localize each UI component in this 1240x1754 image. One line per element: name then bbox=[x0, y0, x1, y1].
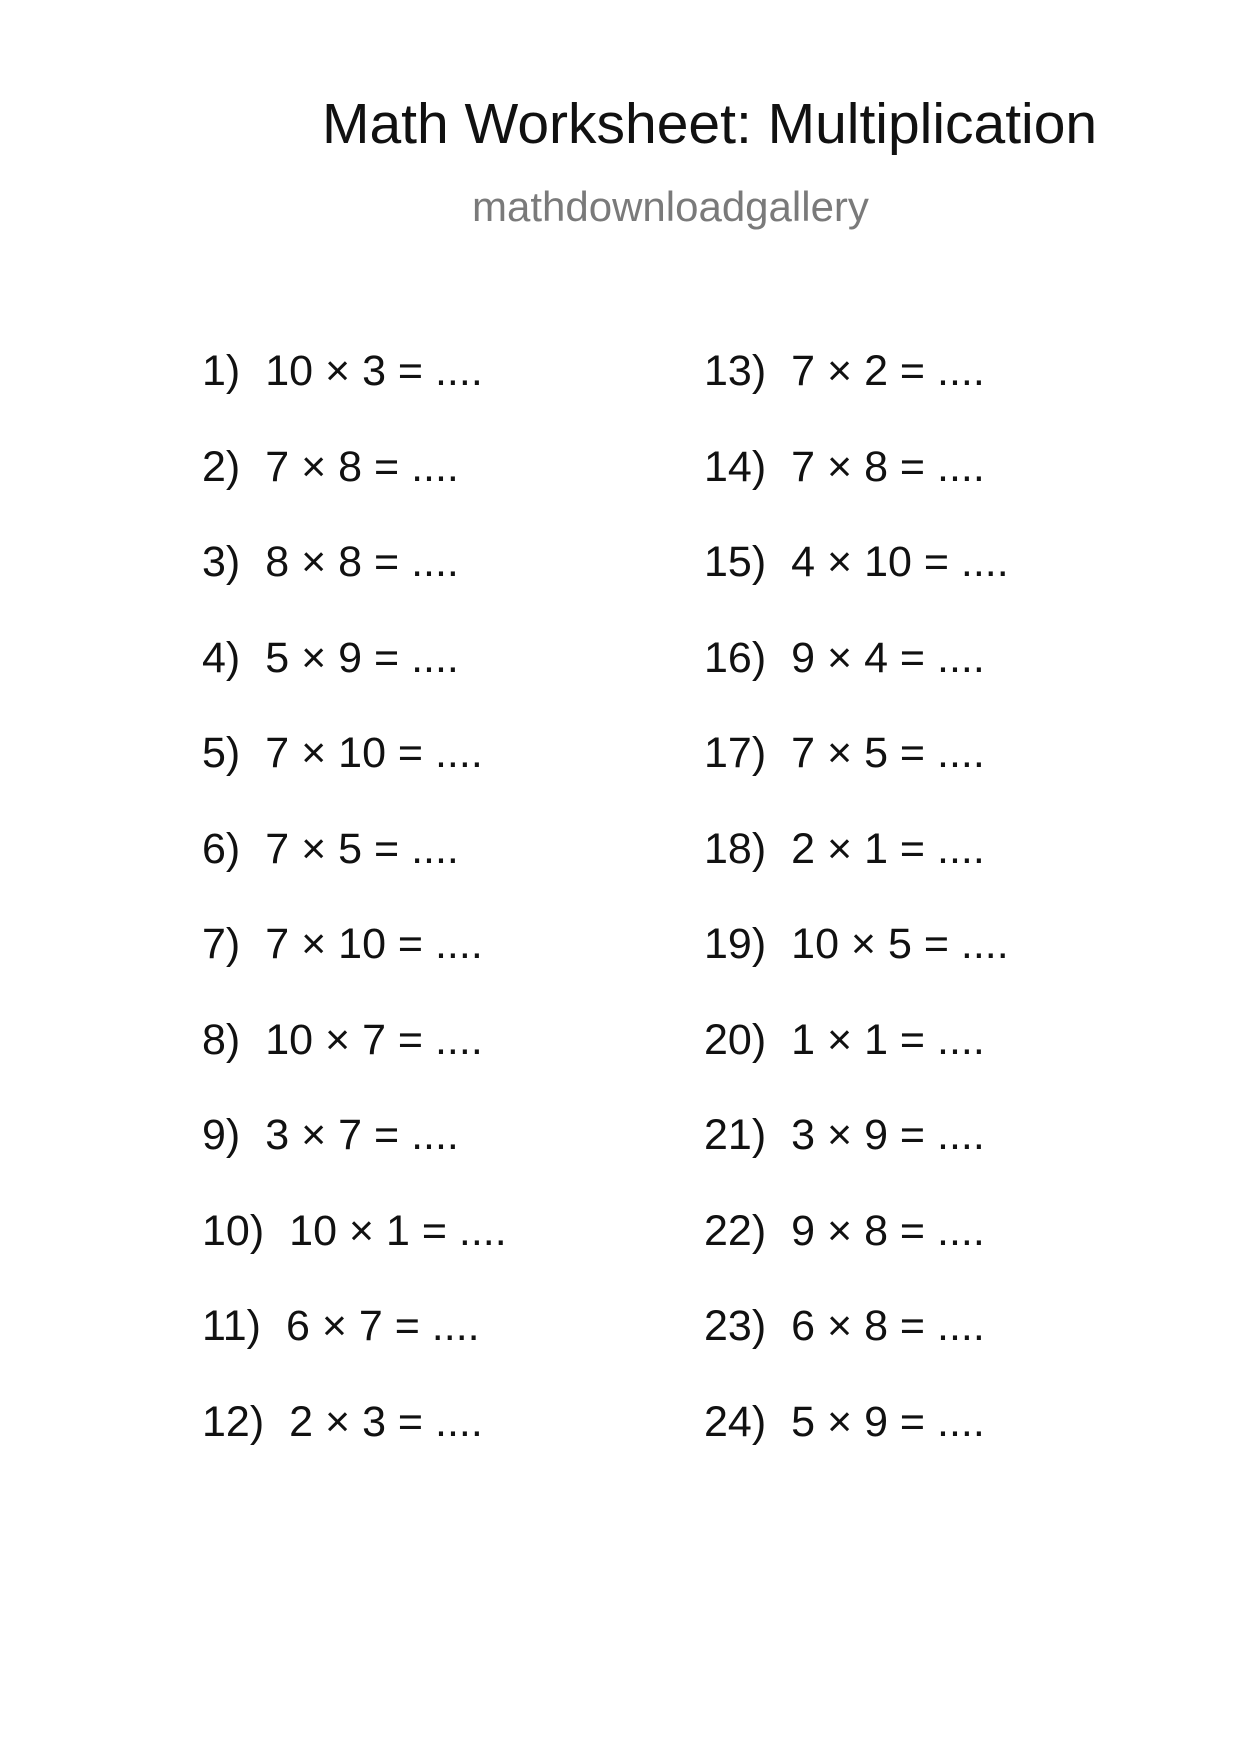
problem-number: 1) bbox=[202, 347, 241, 395]
problem-item bbox=[202, 1111, 507, 1210]
problem-number: 2) bbox=[202, 442, 241, 491]
problem-expression: 7 × 5 = .... bbox=[791, 729, 985, 777]
problem-expression: 3 × 9 = .... bbox=[791, 1111, 985, 1159]
problem-item bbox=[202, 824, 507, 924]
page-title: Math Worksheet: Multiplication bbox=[322, 92, 1098, 156]
problem-expression: 6 × 7 = .... bbox=[285, 1302, 480, 1350]
problem-number: 19) bbox=[704, 920, 767, 968]
problem-number: 6) bbox=[202, 824, 241, 873]
problem-item bbox=[202, 920, 507, 1019]
problem-item bbox=[202, 1302, 507, 1401]
problem-item bbox=[704, 920, 1009, 1019]
problem-expression: 9 × 8 = .... bbox=[791, 1206, 985, 1255]
problem-number: 23) bbox=[704, 1302, 767, 1350]
problem-number: 3) bbox=[202, 538, 241, 586]
problem-expression: 6 × 8 = .... bbox=[791, 1302, 985, 1350]
problem-number: 4) bbox=[202, 633, 241, 682]
problem-number: 24) bbox=[704, 1397, 767, 1446]
problem-number: 5) bbox=[202, 729, 241, 777]
problem-item bbox=[704, 538, 1009, 637]
problem-item bbox=[704, 1015, 1009, 1115]
problem-item bbox=[704, 1397, 1009, 1497]
page-subtitle: mathdownloadgallery bbox=[472, 183, 869, 230]
problem-expression: 7 × 2 = .... bbox=[791, 347, 985, 395]
problem-number: 13) bbox=[704, 347, 767, 395]
problem-expression: 10 × 5 = .... bbox=[791, 920, 1009, 968]
problem-expression: 5 × 9 = .... bbox=[791, 1397, 985, 1446]
problem-expression: 10 × 1 = .... bbox=[289, 1206, 507, 1255]
problem-column-right bbox=[704, 347, 1009, 1496]
problem-item bbox=[202, 538, 507, 637]
problem-number: 21) bbox=[704, 1111, 767, 1159]
problem-item bbox=[704, 347, 1009, 446]
problem-item bbox=[704, 442, 1009, 542]
problem-number: 12) bbox=[202, 1397, 265, 1446]
problem-expression: 5 × 9 = .... bbox=[265, 633, 459, 682]
problem-number: 22) bbox=[704, 1206, 767, 1255]
problem-item bbox=[202, 1015, 507, 1115]
problem-number: 9) bbox=[202, 1111, 241, 1159]
problem-item bbox=[202, 1397, 507, 1497]
problem-expression: 1 × 1 = .... bbox=[791, 1015, 985, 1064]
problem-number: 20) bbox=[704, 1015, 767, 1064]
problem-expression: 7 × 10 = .... bbox=[265, 729, 483, 777]
problem-item bbox=[202, 633, 507, 733]
problem-expression: 10 × 3 = .... bbox=[265, 347, 483, 395]
problem-item bbox=[202, 1206, 507, 1306]
problem-expression: 7 × 5 = .... bbox=[265, 824, 459, 873]
problem-item bbox=[202, 729, 507, 828]
problem-item bbox=[704, 824, 1009, 924]
problem-number: 16) bbox=[704, 633, 767, 682]
problem-expression: 7 × 8 = .... bbox=[791, 442, 985, 491]
problem-number: 8) bbox=[202, 1015, 241, 1064]
problem-number: 10) bbox=[202, 1206, 265, 1255]
problem-column-left bbox=[202, 347, 507, 1496]
problem-number: 11) bbox=[202, 1302, 261, 1350]
problem-number: 17) bbox=[704, 729, 767, 777]
problem-expression: 3 × 7 = .... bbox=[265, 1111, 459, 1159]
problem-expression: 10 × 7 = .... bbox=[265, 1015, 483, 1064]
problem-number: 18) bbox=[704, 824, 767, 873]
problem-expression: 7 × 8 = .... bbox=[265, 442, 459, 491]
problem-item bbox=[704, 1206, 1009, 1306]
problem-item bbox=[704, 1302, 1009, 1401]
problem-expression: 4 × 10 = .... bbox=[791, 538, 1009, 586]
problem-item bbox=[704, 729, 1009, 828]
problem-expression: 2 × 1 = .... bbox=[791, 824, 985, 873]
problem-item bbox=[704, 633, 1009, 733]
problem-expression: 7 × 10 = .... bbox=[265, 920, 483, 968]
problem-number: 15) bbox=[704, 538, 767, 586]
problem-item bbox=[202, 347, 507, 446]
problem-item bbox=[704, 1111, 1009, 1210]
problem-expression: 8 × 8 = .... bbox=[265, 538, 459, 586]
problem-number: 7) bbox=[202, 920, 241, 968]
problem-item bbox=[202, 442, 507, 542]
problem-expression: 9 × 4 = .... bbox=[791, 633, 985, 682]
problem-number: 14) bbox=[704, 442, 767, 491]
problem-expression: 2 × 3 = .... bbox=[289, 1397, 483, 1446]
